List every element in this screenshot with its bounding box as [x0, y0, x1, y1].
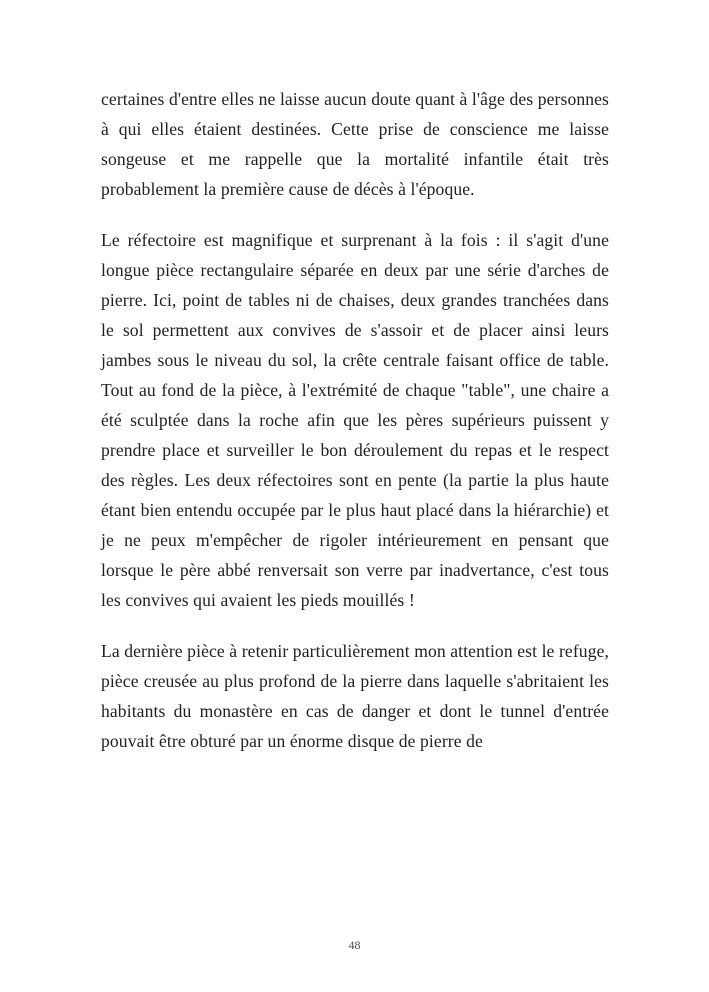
text-paragraph: Le réfectoire est magnifique et surprenant à la fois : il s'agit d'une longue pièce rectangulaire séparée en deux par une série d'arches de pierre. Ici, point de tables ni de chaises, deux grandes tranchées dans le sol permettent aux convives de s'assoir et de placer ainsi leurs jambes sous le niveau du sol, la crête centrale faisant office de table. Tout au fond de la pièce, à l'extrémité de chaque "table", une chaire a été sculptée dans la roche afin que les pères supérieurs puissent y prendre place et surveiller le bon déroulement du repas et le respect des règles. Les deux réfectoires sont en pente (la partie la plus haute étant bien entendu occupée par le plus haut placé dans la hiérarchie) et je ne peux m'empêcher de rigoler intérieurement en pensant que lorsque le père abbé renversait son verre par inadvertance, c'est tous les convives qui avaient les pieds mouillés !	[101, 230, 609, 610]
page-number: 48	[348, 938, 361, 952]
text-paragraph: La dernière pièce à retenir particulièrement mon attention est le refuge, pièce creusée au plus profond de la pierre dans laquelle s'abritaient les habitants du monastère en cas de danger et dont le tunnel d'entrée pouvait être obturé par un énorme disque de pierre de	[101, 641, 609, 751]
text-paragraph: certaines d'entre elles ne laisse aucun doute quant à l'âge des personnes à qui elles étaient destinées. Cette prise de conscience me laisse songeuse et me rappelle que la mortalité infantile était très probablement la première cause de décès à l'époque.	[101, 89, 609, 199]
